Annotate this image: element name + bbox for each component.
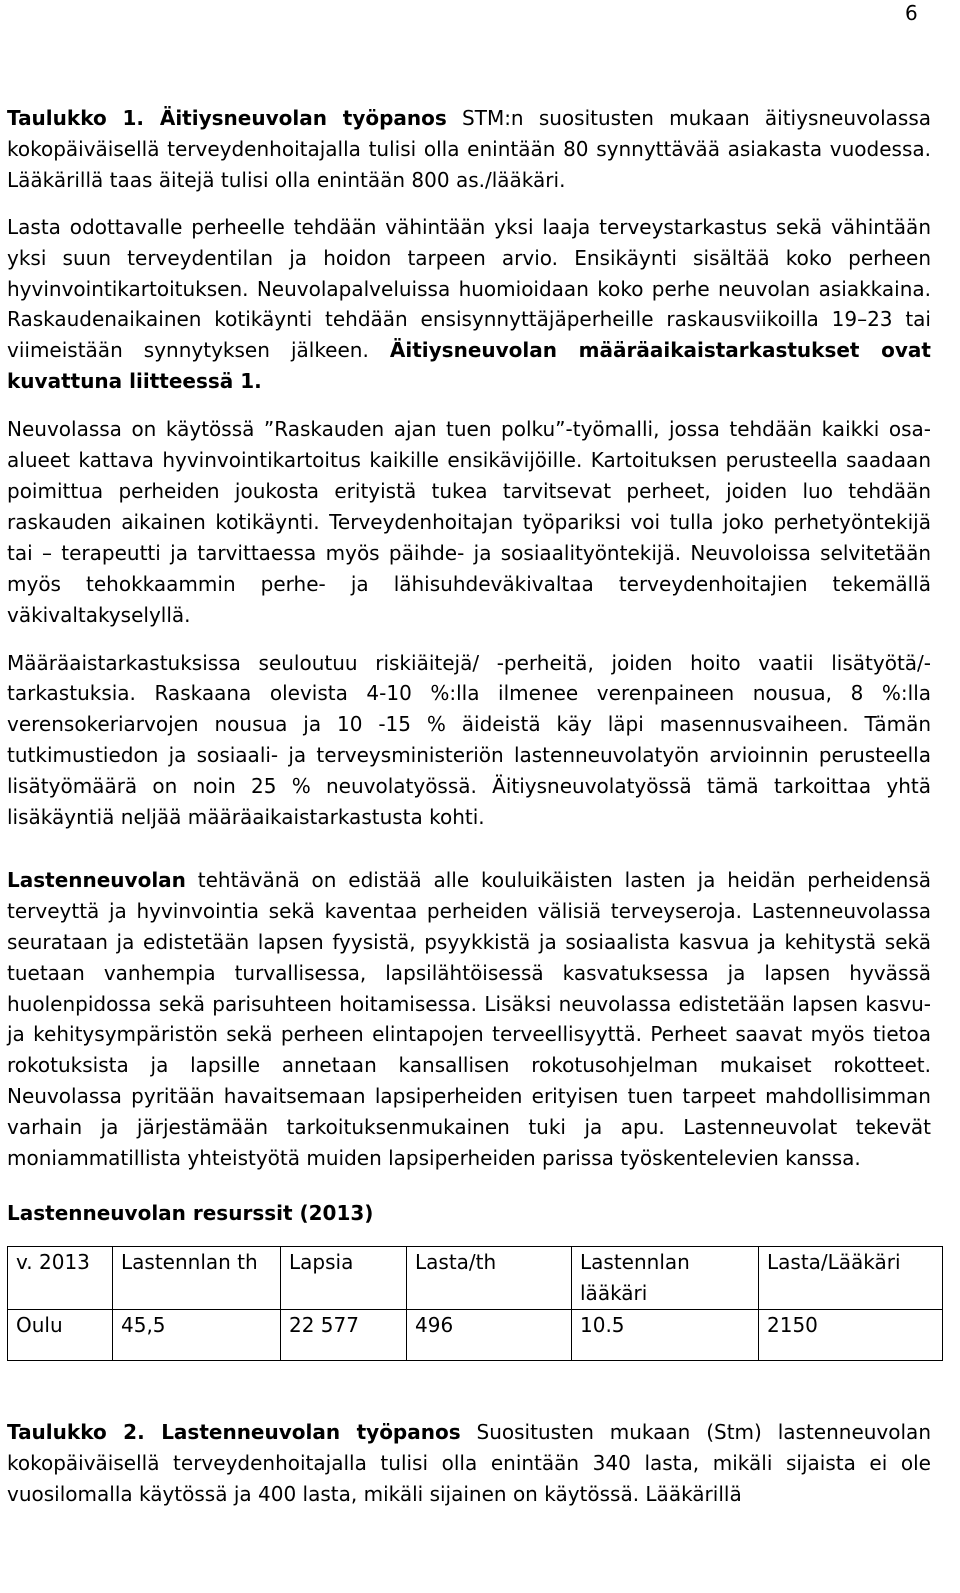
table-header-cell: Lasta/th — [407, 1246, 572, 1309]
paragraph-table2-intro — [7, 1417, 931, 1510]
page-number: 6 — [905, 1, 918, 25]
table2-caption: Taulukko 2. Lastenneuvolan työpanos — [7, 1419, 461, 1444]
table-header-cell: v. 2013 — [8, 1246, 113, 1309]
table-cell: 10.5 — [572, 1309, 759, 1360]
table-header-cell: Lasta/Lääkäri — [759, 1246, 943, 1309]
resources-table — [7, 1246, 943, 1361]
table-cell: Oulu — [8, 1309, 113, 1360]
table-row — [8, 1309, 943, 1360]
table-header-row — [8, 1246, 943, 1309]
table-header-cell: Lapsia — [281, 1246, 407, 1309]
table-cell: 496 — [407, 1309, 572, 1360]
child-clinic-text: tehtävänä on edistää alle kouluikäisten lasten ja heidän perheidensä terveyttä ja hyvinvointia sekä kaventaa perheiden välisiä terveyseroja. Lastenneuvolassa seurataan ja edistetään lapsen fyysistä, psyykkistä ja sosiaalista kasvua ja kehitystä sekä tuetaan vanhempia turvallisessa, lapsilähtöisessä kasvatuksessa ja lapsen hyvässä huolenpidossa sekä parisuhteen hoitamisessa. Lisäksi neuvolassa edistetään lapsen kasvu- ja kehitysympäristön sekä perheen elintapojen terveellisyyttä. Perheet saavat myös tietoa rokotuksista ja lapsille annetaan kansallisen rokotusohjelman mukaiset rokotteet. Neuvolassa pyritään havaitsemaan lapsiperheiden erityisen tuen tarpeet mahdollisimman varhain ja järjestämään tarkoituksenmukainen tuki ja apu. Lastenneuvolat tekevät moniammatillista yhteistyötä muiden lapsiperheiden parissa työskentelevien kanssa. — [7, 867, 931, 1171]
child-clinic-bold: Lastenneuvolan — [7, 867, 186, 892]
paragraph-table1-intro — [7, 103, 931, 196]
pregnancy-bold-note: Äitiysneuvolan määräaikaistarkastukset ovat kuvattuna liitteessä 1. — [7, 338, 931, 394]
table-cell: 2150 — [759, 1309, 943, 1360]
table1-text: STM:n suositusten mukaan äitiysneuvolassa kokopäiväisellä terveydenhoitajalla tulisi olla enintään 80 synnyttävää asiakasta vuodessa. Lääkärillä taas äitejä tulisi olla enintään 800 as./lääkäri. — [7, 106, 932, 192]
pregnancy-text: Lasta odottavalle perheelle tehdään vähintään yksi laaja terveystarkastus sekä vähintään yksi suun terveydentilan ja hoidon tarpeen arvio. Ensikäynti sisältää koko perheen hyvinvointikartoituksen. Neuvolapalveluissa huomioidaan koko perhe neuvolan asiakkaina. Raskaudenaikainen kotikäynti tehdään ensisynnyttäjäperheille raskausviikoilla 19–23 tai viimeistään synnytyksen jälkeen. — [7, 214, 931, 363]
table2-text: Suositusten mukaan (Stm) lastenneuvolan kokopäiväisellä terveydenhoitajalla tulisi olla enintään 340 lasta, mikäli sijaista ei ole vuosilomalla käytössä ja 400 lasta, mikäli sijainen on käytössä. Lääkärillä — [7, 1419, 931, 1506]
paragraph-risk-screening: Määräaistarkastuksissa seuloutuu riskiäitejä/ -perheitä, joiden hoito vaatii lisätyötä/-tarkastuksia. Raskaana olevista 4-10 %:lla ilmenee verenpaineen nousua, 8 %:lla verensokeriarvojen nousua ja 10 -15 % äideistä käy läpi masennusvaiheen. Tämän tutkimustiedon ja sosiaali- ja terveysministeriön lastenneuvolatyön arvioinnin perusteella lisätyömäärä on noin 25 % neuvolatyössä. Äitiysneuvolatyössä tämä tarkoittaa yhtä lisäkäyntiä neljää määräaikaistarkastusta kohti. — [7, 650, 931, 830]
table-header-cell: Lastennlan th — [113, 1246, 281, 1309]
paragraph-child-clinic — [7, 865, 931, 1174]
document-body — [7, 103, 931, 1510]
resources-heading: Lastenneuvolan resurssit (2013) — [7, 1201, 374, 1225]
paragraph-support-path: Neuvolassa on käytössä ”Raskauden ajan tuen polku”-työmalli, jossa tehdään kaikki osa-alueet kattava hyvinvointikartoitus kaikille ensikävijöille. Kartoituksen perusteella saadaan poimittua perheiden joukosta erityistä tukea tarvitsevat perheet, joiden luo tehdään raskauden aikainen kotikäynti. Terveydenhoitajan työpariksi voi tulla joko perhetyöntekijä tai – terapeutti ja tarvittaessa myös päihde- ja sosiaalityöntekijä. Neuvoloissa selvitetään myös tehokkaammin perhe- ja lähisuhdeväkivaltaa terveydenhoitajien tekemällä väkivaltakyselyllä. — [7, 417, 931, 627]
table-cell: 22 577 — [281, 1309, 407, 1360]
table-cell: 45,5 — [113, 1309, 281, 1360]
table-header-cell: Lastennlan lääkäri — [572, 1246, 759, 1309]
table1-caption: Taulukko 1. Äitiysneuvolan työpanos — [7, 106, 447, 130]
paragraph-pregnancy-checkups — [7, 212, 931, 397]
